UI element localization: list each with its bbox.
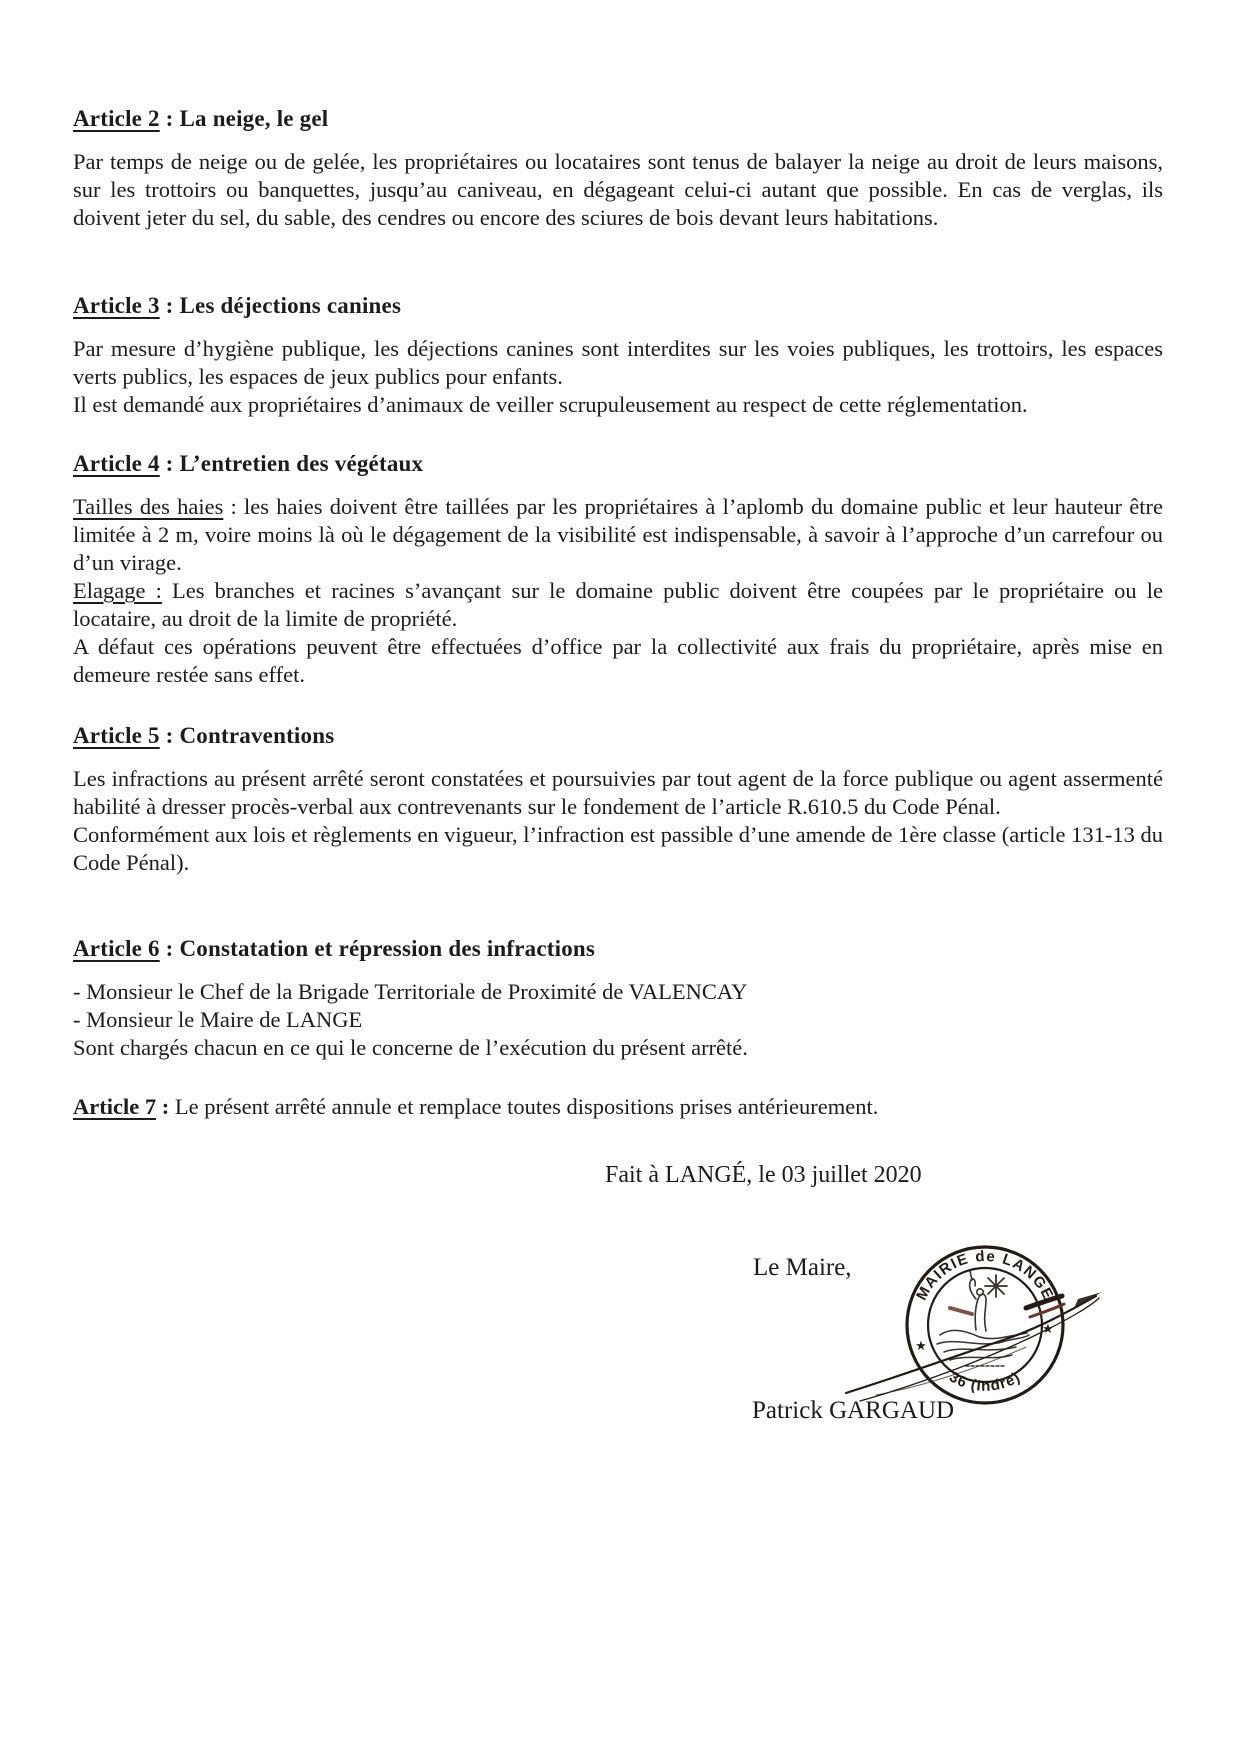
article-6	[73, 936, 1163, 1062]
article-6-number: Article 6	[73, 936, 160, 961]
article-4-heading	[73, 451, 1163, 477]
stamp-bottom-text: 36 (Indre)	[946, 1368, 1024, 1395]
article-6-line-2: - Monsieur le Maire de LANGE	[73, 1007, 363, 1032]
article-3-heading	[73, 293, 1163, 319]
article-5-paragraph-1: Les infractions au présent arrêté seront constatées et poursuivies par tout agent de la force publique ou agent assermenté habilité à dresser procès-verbal aux contrevenants sur le fondement de l’article R.610.5 du Code Pénal.	[73, 766, 1163, 819]
article-5	[73, 723, 1163, 877]
article-6-title: Constatation et répression des infractions	[179, 936, 596, 961]
article-6-line-3: Sont chargés chacun en ce qui le concerne de l’exécution du présent arrêté.	[73, 1035, 748, 1060]
pruning-lead-in: Elagage :	[73, 578, 162, 603]
article-7-text: Le présent arrêté annule et remplace toutes dispositions prises antérieurement.	[174, 1094, 879, 1119]
stamp-right-star-icon: ★	[1042, 1322, 1054, 1337]
article-5-number: Article 5	[73, 723, 160, 748]
article-7-separator: :	[156, 1094, 175, 1119]
article-2-title: La neige, le gel	[179, 106, 329, 131]
article-6-separator: :	[159, 936, 180, 961]
star-burst-icon	[985, 1275, 1007, 1297]
hedges-lead-in: Tailles des haies	[73, 494, 224, 519]
article-7-number: Article 7	[73, 1094, 157, 1119]
article-3-paragraph-1: Par mesure d’hygiène publique, les déjections canines sont interdites sur les voies publiques, les trottoirs, les espaces verts publics, les espaces de jeux publics pour enfants.	[73, 336, 1163, 389]
article-3-separator: :	[159, 293, 180, 318]
article-2-paragraph: Par temps de neige ou de gelée, les propriétaires ou locataires sont tenus de balayer la neige au droit de leurs maisons, sur les trottoirs ou banquettes, jusqu’au caniveau, en dégageant celui-ci autant que possible. En cas de verglas, ils doivent jeter du sel, du sable, des cendres ou encore des sciures de bois devant leurs habitations.	[73, 149, 1163, 230]
article-7-line	[73, 1093, 1163, 1121]
article-3	[73, 293, 1163, 419]
article-4-paragraph-pruning	[73, 577, 1163, 633]
article-5-heading	[73, 723, 1163, 749]
signatory-name: Patrick GARGAUD	[752, 1397, 955, 1424]
article-4	[73, 451, 1163, 689]
article-3-paragraph-2: Il est demandé aux propriétaires d’animaux de veiller scrupuleusement au respect de cette réglementation.	[73, 392, 1028, 417]
signatory-role: Le Maire,	[753, 1254, 852, 1281]
article-2-separator: :	[159, 106, 180, 131]
pruning-text: Les branches et racines s’avançant sur le domaine public doivent être coupées par le propriétaire ou le locataire, au droit de la limite de propriété.	[73, 578, 1163, 631]
figure-marianne	[970, 1271, 986, 1331]
article-3-title: Les déjections canines	[179, 293, 402, 318]
article-4-paragraph-default: A défaut ces opérations peuvent être effectuées d’office par la collectivité aux frais du propriétaire, après mise en demeure restée sans effet.	[73, 634, 1163, 687]
article-5-title: Contraventions	[179, 723, 335, 748]
municipal-stamp	[790, 1235, 1110, 1425]
article-5-paragraph-2: Conformément aux lois et règlements en vigueur, l’infraction est passible d’une amende de 1ère classe (article 131-13 du Code Pénal).	[73, 822, 1163, 875]
article-6-heading	[73, 936, 1163, 962]
stamp-top-text: MAIRIE de LANGE	[913, 1247, 1057, 1304]
place-and-date: Fait à LANGÉ, le 03 juillet 2020	[605, 1162, 922, 1188]
article-2-number: Article 2	[73, 106, 160, 131]
article-7	[73, 1093, 1163, 1121]
article-4-title: L’entretien des végétaux	[179, 451, 424, 476]
article-6-line-1: - Monsieur le Chef de la Brigade Territoriale de Proximité de VALENCAY	[73, 979, 748, 1004]
article-3-number: Article 3	[73, 293, 160, 318]
article-2	[73, 106, 1163, 232]
article-4-paragraph-hedges	[73, 493, 1163, 577]
article-2-heading	[73, 106, 1163, 132]
article-4-number: Article 4	[73, 451, 160, 476]
stamp-and-signature	[790, 1235, 1110, 1425]
article-5-separator: :	[159, 723, 180, 748]
article-4-separator: :	[159, 451, 180, 476]
hedges-text: : les haies doivent être taillées par les propriétaires à l’aplomb du domaine public et leur hauteur être limitée à 2 m, voire moins là où le dégagement de la visibilité est indispensable, à savoir à l’approche d’un carrefour ou d’un virage.	[73, 494, 1163, 575]
stamp-left-star-icon: ★	[915, 1339, 927, 1354]
